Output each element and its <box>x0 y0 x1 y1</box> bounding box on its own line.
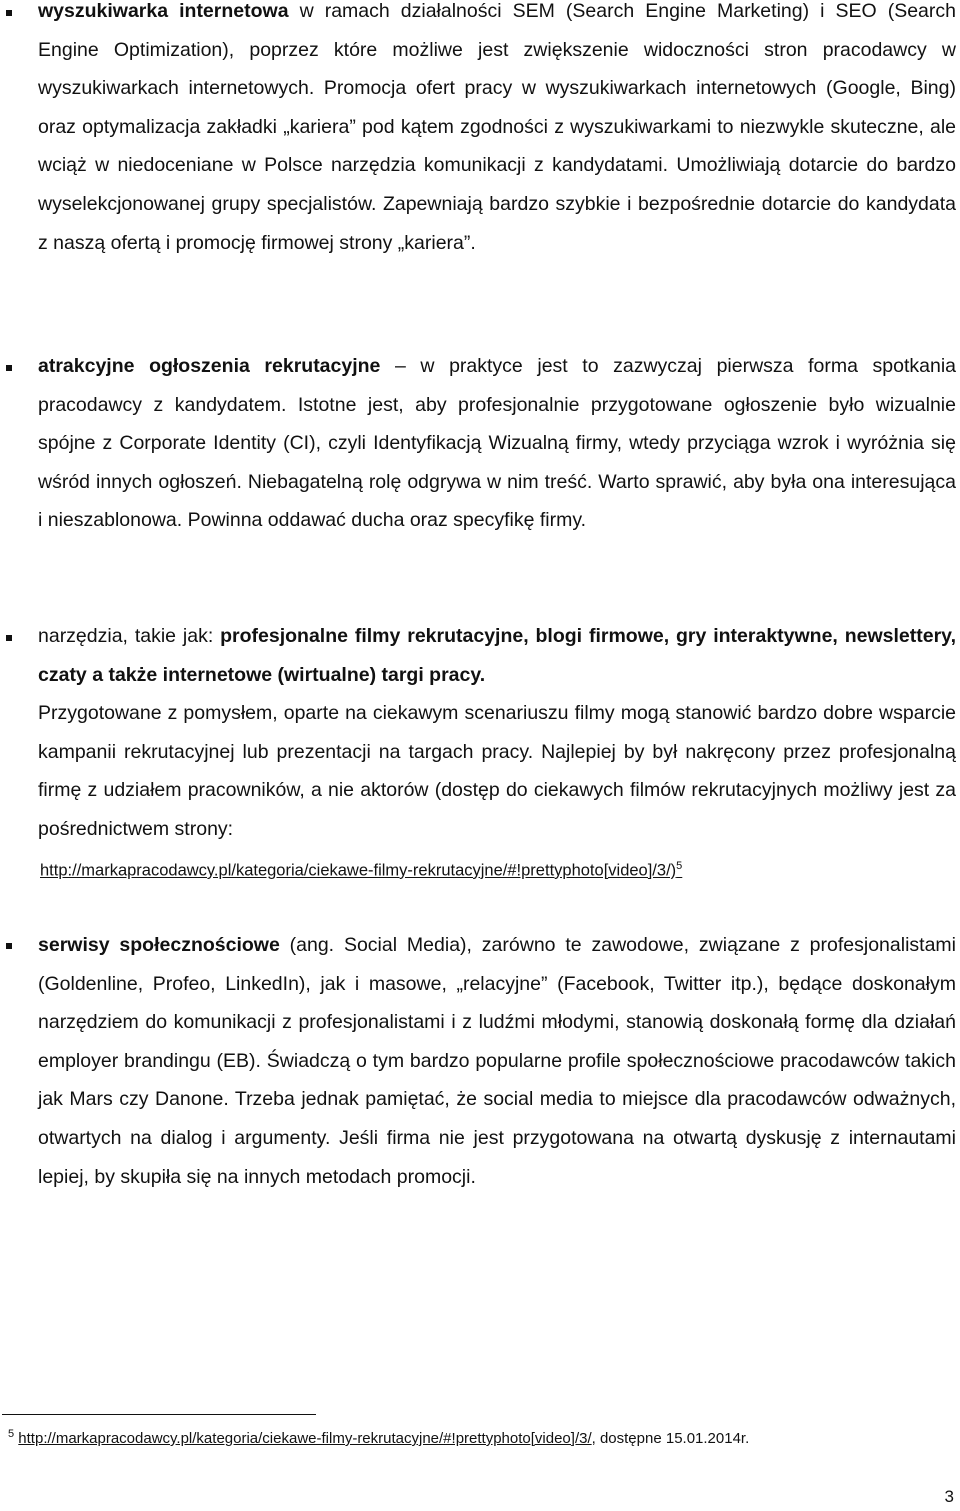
bullet-square-icon <box>6 10 12 16</box>
footnote <box>8 1428 749 1447</box>
footnote-link[interactable]: http://markapracodawcy.pl/kategoria/ciekawe-filmy-rekrutacyjne/#!prettyphoto[video]/3/ <box>18 1430 592 1447</box>
bullet-text: w ramach działalności SEM (Search Engine Marketing) i SEO (Search Engine Optimization), poprzez które możliwe jest zwiększenie widoczności stron pracodawcy w wyszukiwarkach internetowych. Promocja ofert pracy w wyszukiwarkach internetowych (Google, Bing) oraz optymalizacja zakładki „kariera” pod kątem zgodności z wyszukiwarkami to niezwykle skuteczne, ale wciąż w niedoceniane w Polsce narzędzia komunikacji z kandydatami. Umożliwiają dotarcie do bardzo wyselekcjonowanej grupy specjalistów. Zapewniają bardzo szybkie i bezpośrednie dotarcie do kandydata z naszą ofertą i promocję firmowej strony „kariera”. <box>38 0 956 254</box>
bullet-square-icon <box>6 365 12 371</box>
video-link[interactable] <box>40 860 682 881</box>
paragraph <box>38 926 956 1196</box>
footnote-text: , dostępne 15.01.2014r. <box>591 1430 750 1447</box>
bullet-lead: wyszukiwarka internetowa <box>38 0 289 22</box>
footnote-separator <box>2 1414 316 1415</box>
page-number: 3 <box>944 1487 954 1506</box>
bullet-intro: narzędzia, takie jak: <box>38 625 221 647</box>
paragraph <box>38 347 956 540</box>
bullet-lead: serwisy społecznościowe <box>38 934 280 956</box>
paragraph <box>38 0 956 262</box>
bullet-lead: atrakcyjne ogłoszenia rekrutacyjne <box>38 355 381 377</box>
bullet-square-icon <box>6 943 12 949</box>
footnote-ref: 5 <box>676 860 683 872</box>
bullet-square-icon <box>6 635 12 641</box>
bullet-text: Przygotowane z pomysłem, oparte na ciekawym scenariuszu filmy mogą stanowić bardzo dobre wsparcie kampanii rekrutacyjnej lub prezentacji na targach pracy. Najlepiej by był nakręcony przez profesjonalną firmę z udziałem pracowników, a nie aktorów (dostęp do ciekawych filmów rekrutacyjnych możliwy jest za pośrednictwem strony: <box>38 702 956 840</box>
bullet-lead: profesjonalne filmy rekrutacyjne, blogi firmowe, gry interaktywne, newslettery, czaty a także internetowe (wirtualne) targi pracy. <box>38 625 956 686</box>
bullet-text: (ang. Social Media), zarówno te zawodowe, związane z profesjonalistami (Goldenline, Profeo, LinkedIn), jak i masowe, „relacyjne” (Facebook, Twitter itp.), będące doskonałym narzędziem do komunikacji z profesjonalistami i z ludźmi młodymi, stanowią doskonałą formę dla działań employer brandingu (EB). Świadczą o tym bardzo popularne profile społecznościowe pracodawców takich jak Mars czy Danone. Trzeba jednak pamiętać, że social media to miejsce dla pracodawców odważnych, otwartych na dialog i argumenty. Jeśli firma nie jest przygotowana na otwartą dyskusję z internautami lepiej, by skupiła się na innych metodach promocji. <box>38 934 956 1188</box>
footnote-number: 5 <box>8 1428 15 1440</box>
paragraph <box>38 617 956 849</box>
bullet-text: – w praktyce jest to zazwyczaj pierwsza forma spotkania pracodawcy z kandydatem. Istotne jest, aby profesjonalnie przygotowane ogłoszenie było wizualnie spójne z Corporate Identity (CI), czyli Identyfikacją Wizualną firmy, wtedy przyciąga wzrok i wyróżnia się wśród innych ogłoszeń. Niebagatelną rolę odgrywa w nim treść. Warto sprawić, aby była ona interesująca i nieszablonowa. Powinna oddawać ducha oraz specyfikę firmy. <box>38 355 956 532</box>
video-link-text[interactable]: http://markapracodawcy.pl/kategoria/ciekawe-filmy-rekrutacyjne/#!prettyphoto[video]/3/) <box>40 861 677 880</box>
